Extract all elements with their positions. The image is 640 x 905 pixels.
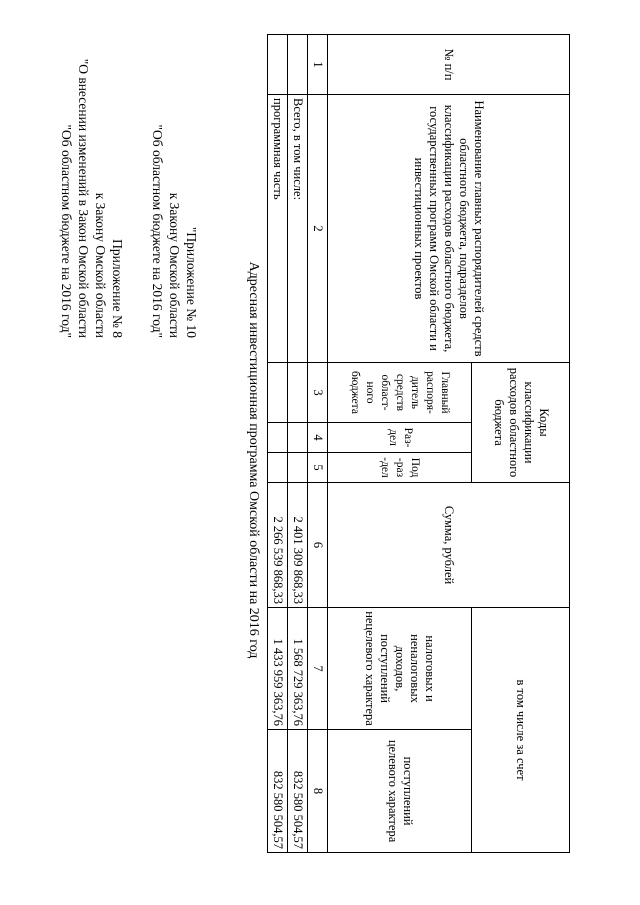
appendix-8-line1: Приложение № 8 [110,239,125,338]
header-target-income: поступлений целевого характера [327,730,471,853]
row-main [268,363,288,423]
header-sum: Сумма, рублей [327,483,569,608]
table-row [288,35,308,853]
row-target: 832 580 504,57 [288,730,308,853]
index-cell: 6 [307,483,327,608]
document-title: Адресная инвестиционная программа Омской области на 2016 год [246,261,261,659]
index-cell: 7 [307,608,327,730]
index-cell: 4 [307,423,327,453]
appendix-8-line3: "О внесении изменений в Закон Омской области [76,58,91,338]
row-razdel [268,423,288,453]
row-no [288,35,308,95]
row-sum: 2 401 309 868,33 [288,483,308,608]
row-name: Всего, в том числе: [288,95,308,363]
appendix-8-line2: к Закону Омской области [93,192,108,338]
index-cell: 8 [307,730,327,853]
appendix-10-line2: к Закону Омской области [167,192,182,338]
appendix-10-header [149,38,200,338]
appendix-10-line1: "Приложение № 10 [184,226,199,338]
header-razdel: Раз-дел [327,423,471,453]
row-sum: 2 266 539 868,33 [268,483,288,608]
row-tax: 1 568 729 363,76 [288,608,308,730]
header-name: Наименование главных распорядителей средств областного бюджета, подразделов классификации расходов областного бюджета, государственных программ Омской области и инвестиционных проектов [327,95,569,363]
row-podrazdel [288,453,308,483]
row-main [288,363,308,423]
investment-program-table [267,34,570,852]
appendix-10-line3: "Об областном бюджете на 2016 год" [150,124,165,338]
row-podrazdel [268,453,288,483]
index-cell: 3 [307,363,327,423]
row-tax: 1 433 959 363,76 [268,608,288,730]
row-target: 832 580 504,57 [268,730,288,853]
row-name: программная часть [268,95,288,363]
index-cell: 1 [307,35,327,95]
table-row [268,35,288,853]
appendix-8-line4: "Об областном бюджете на 2016 год" [59,124,74,338]
row-no [268,35,288,95]
header-podrazdel: Под-раз-дел [327,453,471,483]
header-no: № п/п [327,35,569,95]
row-razdel [288,423,308,453]
index-cell: 5 [307,453,327,483]
appendix-8-header [58,38,126,338]
header-tax-income: налоговых и неналоговых доходов, поступлений нецелевого характера [327,608,471,730]
index-cell: 2 [307,95,327,363]
header-main-manager: Главный распоря-дитель средств област-ного бюджета [327,363,471,423]
index-row [307,35,327,853]
header-including: в том числе за счет [472,608,570,853]
header-codes: Коды классификации расходов областного бюджета [472,363,570,483]
